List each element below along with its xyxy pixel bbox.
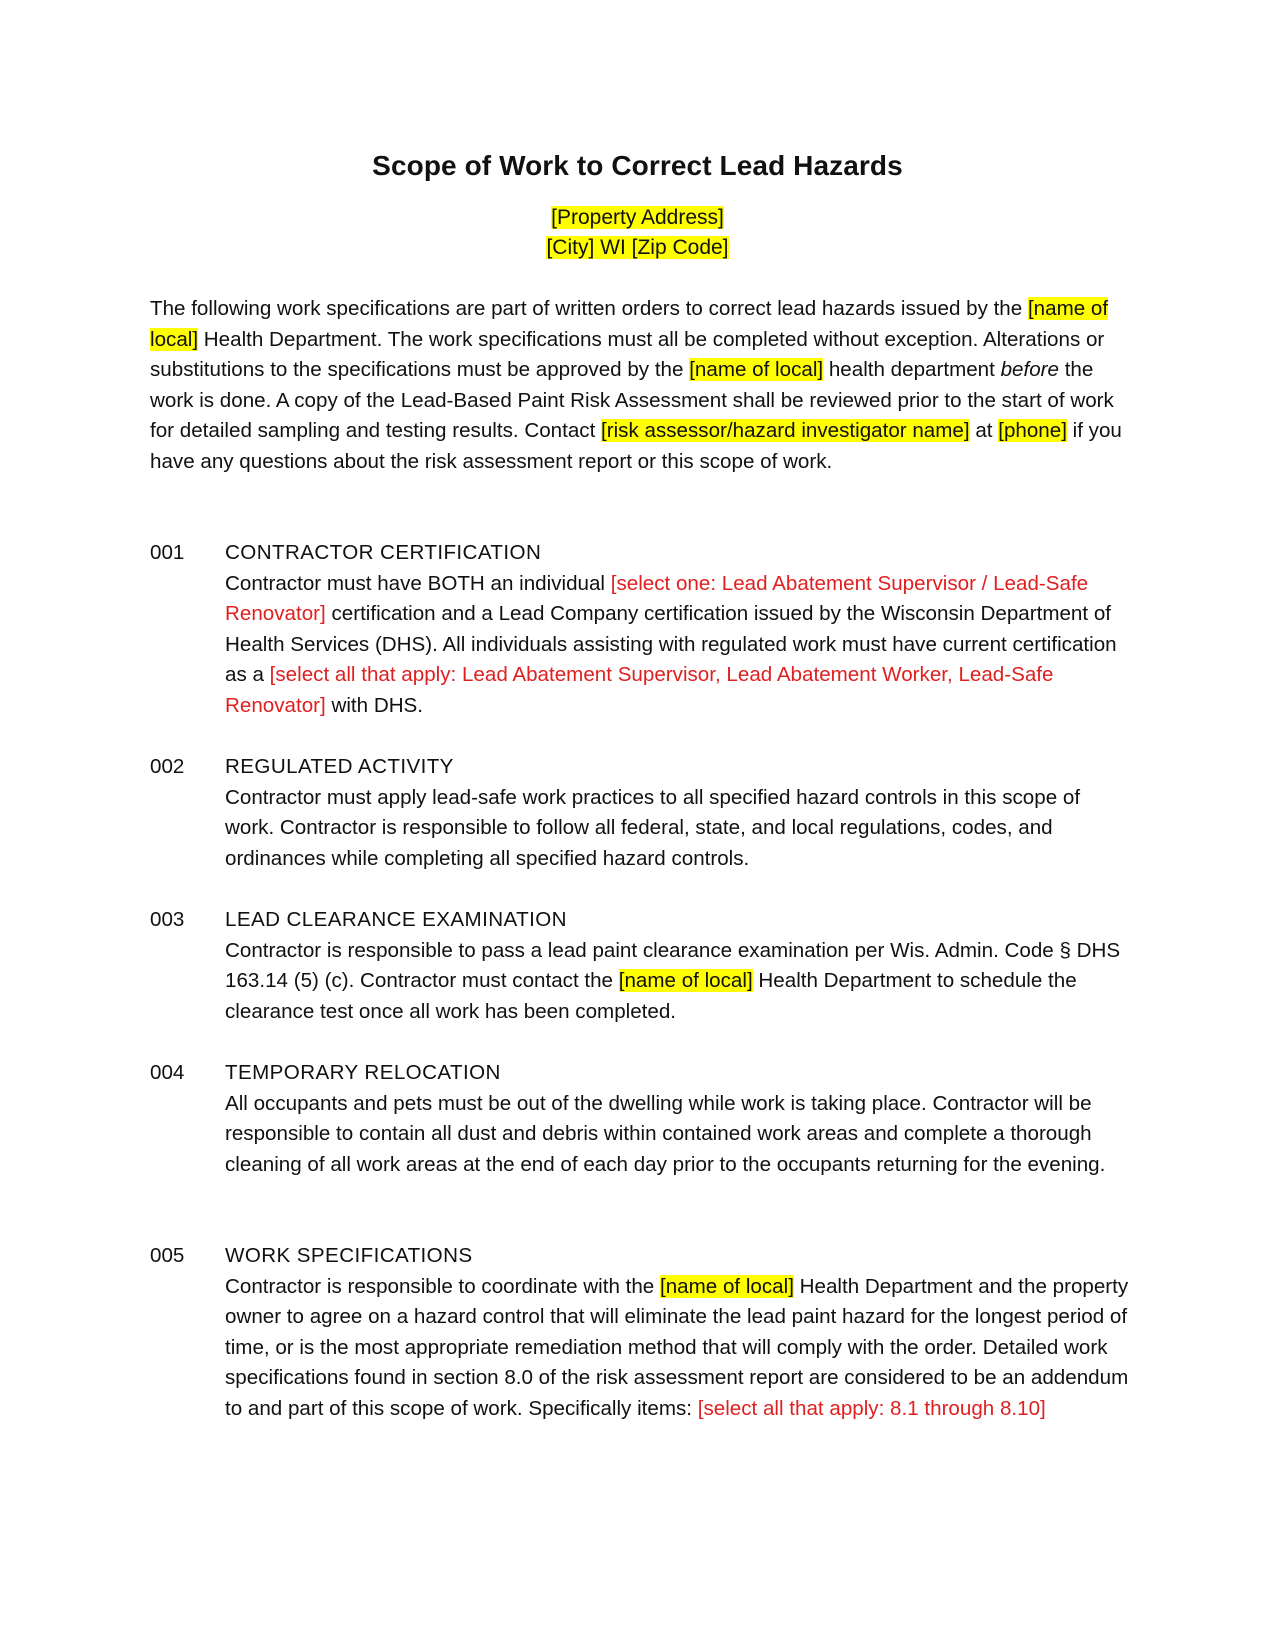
property-address-line <box>0 203 1275 233</box>
name-of-local-placeholder: [name of local] <box>150 297 1109 351</box>
intro-text: the work is done. A copy of the Lead-Based Paint Risk Assessment shall be reviewed prior to the start of work for detailed sampling and testing results. Contact <box>150 358 1114 442</box>
section-text: All occupants and pets must be out of the dwelling while work is taking place. Contractor will be responsible to contain all dust and debris within contained work areas and complete a thorough cleaning of all work areas at the end of each day prior to the occupants returning for the evening. <box>225 1091 1106 1176</box>
document-title: Scope of Work to Correct Lead Hazards <box>372 150 903 181</box>
name-of-local-placeholder: [name of local] <box>689 358 824 381</box>
section-number: 003 <box>150 908 185 931</box>
section-number: 005 <box>150 1244 185 1267</box>
select-option-placeholder: [select all that apply: Lead Abatement Supervisor, Lead Abatement Worker, Lead-Safe Renovator] <box>225 663 1054 717</box>
section-text-run: Contractor must have BOTH an individual <box>225 571 611 595</box>
section-text <box>225 1272 1130 1425</box>
intro-text: health department <box>823 358 1001 381</box>
section-text <box>225 936 1130 1028</box>
property-address-placeholder: [Property Address] <box>551 206 724 229</box>
section-number: 002 <box>150 755 185 778</box>
intro-text: at <box>969 419 999 442</box>
section-text-run: Health Department and the property owner to agree on a hazard control that will eliminate the lead paint hazard for the longest period of time, or is the most appropriate remediation method that will comply with the order. Detailed work specifications found in section 8.0 of the risk assessment report are considered to be an addendum to and part of this scope of work. Specifically items: <box>225 1274 1129 1420</box>
section-heading: REGULATED ACTIVITY <box>225 755 454 778</box>
section-heading: TEMPORARY RELOCATION <box>225 1061 501 1084</box>
city-zip-line <box>0 233 1275 263</box>
section-text-run: with DHS. <box>325 693 424 717</box>
intro-text: Health Department. The work specifications must all be completed without exception. Alterations or substitutions to the specifications must be approved by the <box>150 327 1105 381</box>
intro-paragraph <box>150 294 1130 477</box>
name-of-local-placeholder: [name of local] <box>618 969 753 992</box>
phone-placeholder: [phone] <box>998 419 1067 442</box>
section-heading: CONTRACTOR CERTIFICATION <box>225 541 542 564</box>
section-text <box>225 569 1130 722</box>
section-text-run: Health Department to schedule the clearance test once all work has been completed. <box>225 969 1077 1023</box>
section-number: 001 <box>150 541 185 564</box>
section-body <box>225 752 1130 874</box>
section-text-run: Contractor is responsible to coordinate with the <box>225 1274 660 1298</box>
section-body <box>225 1241 1130 1424</box>
section-heading: LEAD CLEARANCE EXAMINATION <box>225 908 567 931</box>
name-of-local-placeholder: [name of local] <box>659 1274 794 1298</box>
intro-text: if you have any questions about the risk assessment report or this scope of work. <box>150 419 1122 473</box>
section-body <box>225 1058 1130 1180</box>
city-zip-placeholder: [City] WI [Zip Code] <box>546 236 729 259</box>
intro-text: The following work specifications are part of written orders to correct lead hazards issued by the <box>150 297 1028 320</box>
section-body <box>225 905 1130 1027</box>
select-option-placeholder: [select one: Lead Abatement Supervisor / Lead-Safe Renovator] <box>225 571 1089 625</box>
section-text-run: Contractor is responsible to pass a lead paint clearance examination per Wis. Admin. Code § DHS 163.14 (5) (c). Contractor must contact the <box>225 938 1121 992</box>
section-heading: WORK SPECIFICATIONS <box>225 1244 473 1267</box>
section-body <box>225 538 1130 721</box>
assessor-name-placeholder: [risk assessor/hazard investigator name] <box>601 419 970 442</box>
section-number: 004 <box>150 1061 185 1084</box>
select-option-placeholder: [select all that apply: 8.1 through 8.10] <box>697 1396 1046 1420</box>
section-text: Contractor must apply lead-safe work practices to all specified hazard controls in this scope of work. Contractor is responsible to follow all federal, state, and local regulations, codes, and ordinances while completing all specified hazard controls. <box>225 785 1081 870</box>
emphasis-before: before <box>1000 358 1059 381</box>
section-text-run: certification and a Lead Company certification issued by the Wisconsin Department of Health Services (DHS). All individuals assisting with regulated work must have current certification as a <box>225 602 1117 686</box>
